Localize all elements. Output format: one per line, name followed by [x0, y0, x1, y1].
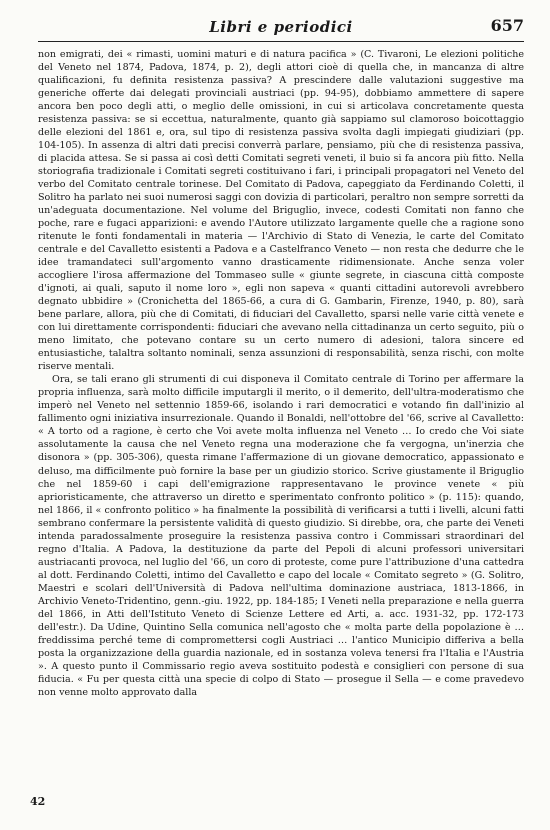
paragraph-2: Ora, se tali erano gli strumenti di cui disponeva il Comitato centrale di Torino per affermare la propria influenza, sarà molto difficile imputargli il merito, o il demerito, dell'ultra-moderatismo che imperò nel Veneto nel settennio 1859-66, isolando i rari democratici e votando fin dall'inizio al fallimento ogni iniziativa insurrezionale. Quando il Bonaldi, nell'ottobre del '66, scrive al Cavalletto: « A torto od a ragione, è certo che Voi avete molta influenza nel Veneto … Io credo che Voi siate assolutamente la causa che nel Veneto regna una moderazione che fa vergogna, un'inerzia che disonora » (pp. 305-306), questa rimane l'affermazione di un giovane democratico, appassionato e deluso, ma difficilmente può fornire la base per un giudizio storico. Scrive giustamente il Briguglio che nel 1859-60 i capi dell'emigrazione rappresentavano le province venete « più aprioristicamente, che attraverso un diretto e sperimentato confronto politico » (p. 115): quando, nel 1866, il « confronto politico » ha finalmente la possibilità di verificarsi a tutti i livelli, alcuni fatti sembrano confermare la persistente validità di questo giudizio. Si direbbe, ora, che parte dei Veneti intenda paradossalmente proseguire la resistenza passiva contro i Commissari straordinari del regno d'Italia. A Padova, la destituzione da parte del Pepoli di alcuni professori universitari austriacanti provoca, nel luglio del '66, un coro di proteste, come pure l'attribuzione d'una cattedra al dott. Ferdinando Coletti, intimo del Cavalletto e capo del locale « Comitato segreto » (G. Solitro, Maestri e scolari dell'Università di Padova nell'ultima dominazione austriaca, 1813-1866, in Archivio Veneto-Tridentino, genn.-giu. 1922, pp. 184-185; I Veneti nella preparazione e nella guerra del 1866, in Atti dell'Istituto Veneto di Scienze Lettere ed Arti, a. acc. 1931-32, pp. 172-173 dell'estr.). Da Udine, Quintino Sella comunica nell'agosto che « molta parte della popolazione è … freddissima perché teme di compromettersi cogli Austriaci … l'antico Municipio differiva a bella posta la organizzazione della guardia nazionale, ed in sostanza voleva tenersi fra l'Italia e l'Austria ». A questo punto il Commissario regio aveva sostituito podestà e consiglieri con persone di sua fiducia. « Fu per questa città una specie di colpo di Stato — prosegue il Sella — e come pravedevo non venne molto approvato dalla: [38, 374, 524, 698]
header-rule: [38, 41, 524, 42]
page-header: [38, 14, 524, 42]
article-body: [38, 48, 524, 699]
running-head: Libri e periodici: [209, 18, 353, 36]
signature-mark: 42: [30, 795, 46, 808]
page-number: 657: [490, 16, 524, 35]
paragraph-1: non emigrati, dei « rimasti, uomini maturi e di natura pacifica » (C. Tivaroni, Le elezioni politiche del Veneto nel 1874, Padova, 1874, p. 2), degli attori cioè di quella che, in mancanza di altre qualificazioni, fu definita resistenza passiva? A prescindere dalle valutazioni suggestive ma generiche offerte dai delegati provinciali austriaci (pp. 94-95), dobbiamo ammettere di sapere ancora ben poco degli atti, o meglio delle omissioni, in cui si articolava concretamente questa resistenza passiva: se si eccettua, naturalmente, quanto già sappiamo sul clamoroso boicottaggio delle elezioni del 1861 e, ora, sul tipo di resistenza passiva svolta dagli impiegati giudiziari (pp. 104-105). In assenza di altri dati precisi converrà parlare, pensiamo, più che di resistenza passiva, di placida attesa. Se si passa ai così detti Comitati segreti veneti, il buio si fa ancora più fitto. Nella storiografia tradizionale i Comitati segreti costituivano i fari, i principali propagatori nel Veneto del verbo del Comitato centrale torinese. Del Comitato di Padova, capeggiato da Ferdinando Coletti, il Solitro ha parlato nei suoi numerosi saggi con dovizia di particolari, peraltro non sempre sorretti da un'adeguata documentazione. Nel volume del Briguglio, invece, codesti Comitati non fanno che poche, rare e fugaci apparizioni: e avendo l'Autore utilizzato largamente quelle che a ragione sono ritenute le fonti fondamentali in materia — l'Archivio di Stato di Venezia, le carte del Comitato centrale e del Cavalletto esistenti a Padova e a Castelfranco Veneto — non resta che dedurre che le idee tramandateci sull'argomento vanno drasticamente ridimensionate. Anche senza voler accogliere l'irosa affermazione del Tommaseo sulle « giunte segrete, in ciascuna città composte d'ignoti, ai quali, saputo il nome loro », egli non sapeva « quanti cittadini autorevoli avrebbero degnato ubbidire » (Cronichetta del 1865-66, a cura di G. Gambarin, Firenze, 1940, p. 80), sarà bene parlare, allora, più che di Comitati, di fiduciari del Cavalletto, sparsi nelle varie città venete e con lui direttamente corrispondenti: fiduciari che avevano nella cittadinanza un certo seguito, più o meno limitato, che potevano contare su un certo numero di adesioni, talora sincere ed entusiastiche, talaltra soltanto nominali, senza assunzioni di responsabilità, senza rischi, con molte riserve mentali.: [38, 49, 524, 373]
